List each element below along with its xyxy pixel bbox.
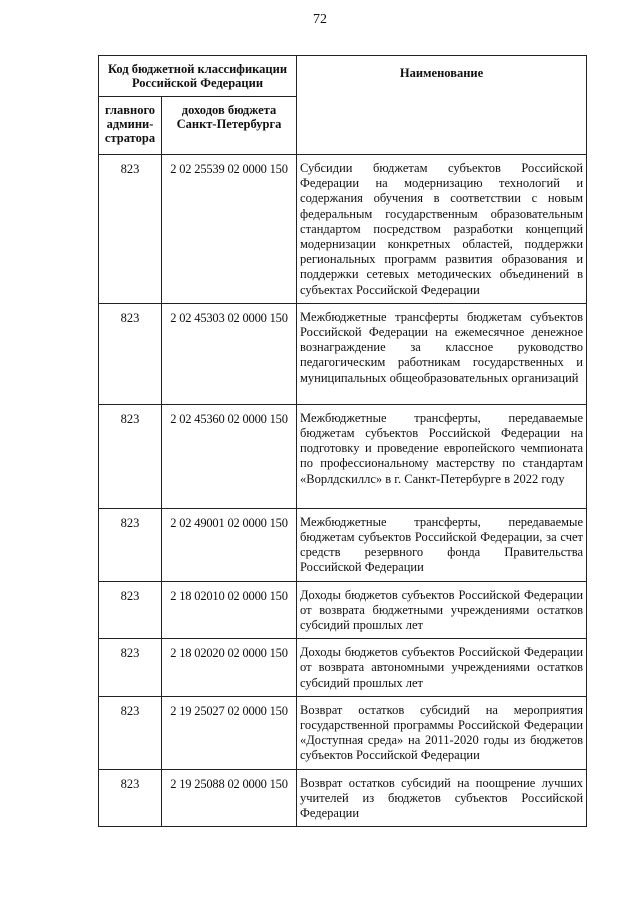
admin-code: 823 (99, 581, 162, 639)
income-name: Доходы бюджетов субъектов Российской Федерации от возврата автономными учреждениями остатков субсидий прошлых лет (297, 639, 587, 697)
header-name: Наименование (297, 56, 587, 155)
income-name: Межбюджетные трансферты, передаваемые бюджетам субъектов Российской Федерации на подготовку и проведение европейского чемпионата по профессиональному мастерству по стандартам «Ворлдскиллс» в г. Санкт-Петербурге в 2022 году (297, 404, 587, 508)
admin-code: 823 (99, 303, 162, 404)
income-code: 2 02 45360 02 0000 150 (162, 404, 297, 508)
header-income: доходов бюджета Санкт-Петербурга (162, 97, 297, 155)
income-code: 2 19 25088 02 0000 150 (162, 769, 297, 827)
income-code: 2 18 02010 02 0000 150 (162, 581, 297, 639)
income-name: Возврат остатков субсидий на мероприятия государственной программы Российской Федерации «Доступная среда» на 2011-2020 годы из бюджетов субъектов Российской Федерации (297, 696, 587, 769)
income-code: 2 02 49001 02 0000 150 (162, 508, 297, 581)
income-name: Межбюджетные трансферты, передаваемые бюджетам субъектов Российской Федерации, за счет средств резервного фонда Правительства Российской Федерации (297, 508, 587, 581)
table-row (99, 581, 587, 639)
table-row (99, 639, 587, 697)
table-row (99, 769, 587, 827)
admin-code: 823 (99, 508, 162, 581)
table-row (99, 155, 587, 304)
income-name: Субсидии бюджетам субъектов Российской Федерации на модернизацию технологий и содержания обучения в соответствии с новым федеральным государственным образовательным стандартом посредством разработки концепций модернизации конкретных областей, поддержки региональных программ развития образования и поддержки сетевых методических объединений в субъектах Российской Федерации (297, 155, 587, 304)
admin-code: 823 (99, 696, 162, 769)
header-classification-code: Код бюджетной классификации Российской Федерации (99, 56, 297, 97)
table-row (99, 404, 587, 508)
admin-code: 823 (99, 404, 162, 508)
income-name: Возврат остатков субсидий на поощрение лучших учителей из бюджетов субъектов Российской Федерации (297, 769, 587, 827)
page-number: 72 (313, 12, 327, 27)
income-code: 2 18 02020 02 0000 150 (162, 639, 297, 697)
budget-classification-table (98, 55, 587, 827)
income-name: Доходы бюджетов субъектов Российской Федерации от возврата бюджетными учреждениями остатков субсидий прошлых лет (297, 581, 587, 639)
admin-code: 823 (99, 639, 162, 697)
income-code: 2 19 25027 02 0000 150 (162, 696, 297, 769)
income-code: 2 02 45303 02 0000 150 (162, 303, 297, 404)
income-name: Межбюджетные трансферты бюджетам субъектов Российской Федерации на ежемесячное денежное вознаграждение за классное руководство педагогическим работникам государственных и муниципальных общеобразовательных организаций (297, 303, 587, 404)
table-row (99, 303, 587, 404)
admin-code: 823 (99, 769, 162, 827)
header-admin: главного админи-стратора (99, 97, 162, 155)
table-row (99, 508, 587, 581)
table-row (99, 696, 587, 769)
income-code: 2 02 25539 02 0000 150 (162, 155, 297, 304)
admin-code: 823 (99, 155, 162, 304)
